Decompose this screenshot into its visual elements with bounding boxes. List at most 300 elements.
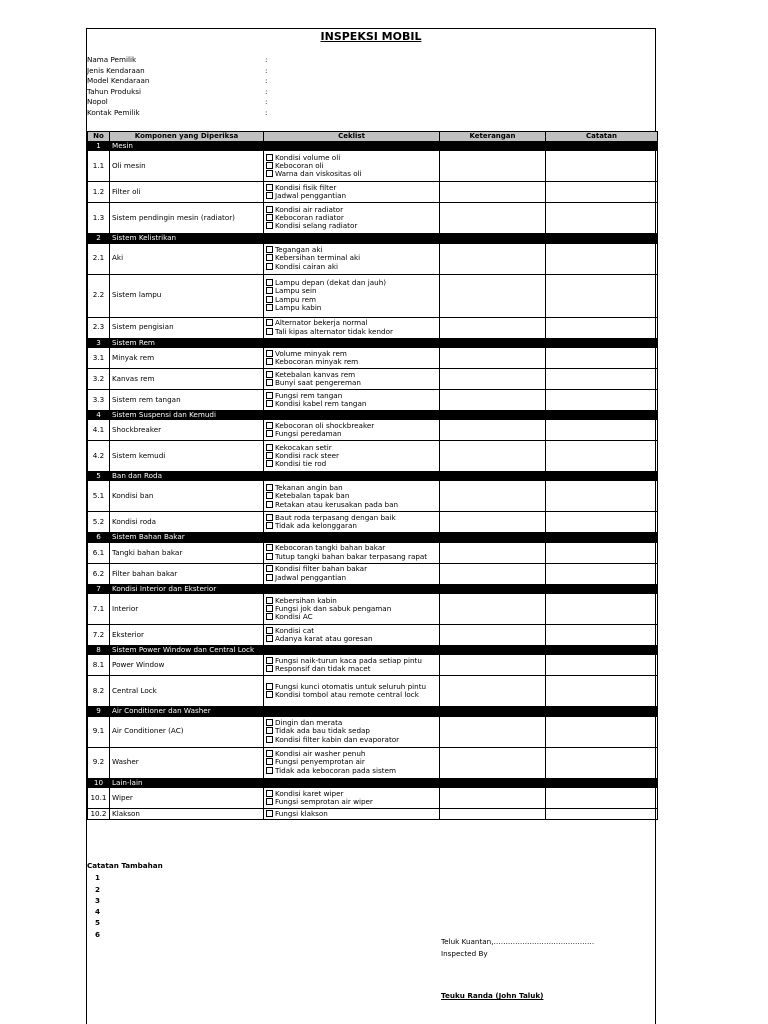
section-title: Air Conditioner dan Washer [110,707,658,716]
checklist-label: Tidak ada bau tidak sedap [275,726,370,736]
remarks-cell[interactable] [440,593,546,624]
section-number: 6 [88,533,110,542]
notes-cell[interactable] [546,542,658,563]
checklist-label: Kondisi AC [275,612,313,622]
checklist-item[interactable] [266,798,437,806]
checkbox-icon[interactable] [266,597,273,604]
remarks-cell[interactable] [440,542,546,563]
section-title: Mesin [110,142,658,151]
checkbox-icon[interactable] [266,790,273,797]
checklist-label: Tekanan angin ban [275,482,343,492]
checkbox-icon[interactable] [266,574,273,581]
document-title: INSPEKSI MOBIL [320,30,422,43]
remarks-cell[interactable] [440,420,546,441]
checklist-label: Tali kipas alternator tidak kendor [275,326,393,336]
checkbox-icon[interactable] [266,514,273,521]
remarks-cell[interactable] [440,203,546,234]
checklist-label: Fungsi peredaman [275,429,342,439]
checklist-label: Warna dan viskositas oli [275,169,362,179]
notes-cell[interactable] [546,716,658,747]
remarks-cell[interactable] [440,389,546,410]
item-checklist [264,182,440,203]
item-component: Sistem pendingin mesin (radiator) [110,203,264,234]
item-checklist [264,716,440,747]
checklist-label: Tidak ada kelonggaran [275,521,357,531]
table-row [88,716,658,747]
notes-cell[interactable] [546,389,658,410]
item-component: Aki [110,243,264,274]
item-component: Filter oli [110,182,264,203]
checklist-label: Lampu depan (dekat dan jauh) [275,278,387,287]
owner-field-row [87,77,655,88]
item-number: 3.1 [88,347,110,368]
checkbox-icon[interactable] [266,492,273,499]
checkbox-icon[interactable] [266,358,273,365]
checklist-item[interactable] [266,665,437,673]
notes-cell[interactable] [546,347,658,368]
checklist-label: Fungsi naik-turun kaca pada setiap pintu [275,655,422,665]
notes-cell[interactable] [546,151,658,182]
item-checklist [264,563,440,584]
checkbox-icon[interactable] [266,522,273,529]
checkbox-icon[interactable] [266,192,273,199]
checklist-item[interactable] [266,635,437,643]
owner-field-input[interactable]: : [265,107,268,117]
table-row [88,563,658,584]
section-row [88,234,658,243]
checklist-item[interactable] [266,501,437,509]
item-component: Air Conditioner (AC) [110,716,264,747]
item-number: 2.3 [88,317,110,338]
checkbox-icon[interactable] [266,627,273,634]
item-component: Wiper [110,787,264,808]
item-number: 8.1 [88,655,110,676]
note-line-number: 4 [95,907,101,917]
header-notes: Catatan [546,132,658,142]
checkbox-icon[interactable] [266,304,273,311]
checklist-label: Kondisi volume oli [275,152,341,162]
checkbox-icon[interactable] [266,287,273,294]
notes-cell[interactable] [546,808,658,819]
owner-field-input[interactable]: : [265,97,268,107]
notes-cell[interactable] [546,624,658,645]
checklist-label: Kondisi tie rod [275,459,327,469]
item-component: Klakson [110,808,264,819]
checklist-item[interactable] [266,430,437,438]
item-number: 3.2 [88,368,110,389]
item-checklist [264,389,440,410]
checkbox-icon[interactable] [266,501,273,508]
checkbox-icon[interactable] [266,371,273,378]
owner-field-input[interactable]: : [265,55,268,64]
table-row [88,542,658,563]
checklist-label: Kebersihan kabin [275,595,337,605]
inspection-sheet [86,28,656,1024]
item-number: 5.1 [88,481,110,512]
table-row [88,808,658,819]
checklist-label: Fungsi jok dan sabuk pengaman [275,603,392,613]
signature-block [441,938,594,962]
checkbox-icon[interactable] [266,296,273,303]
item-number: 1.2 [88,182,110,203]
checklist-label: Kondisi selang radiator [275,221,358,231]
checklist-label: Tidak ada kebocoran pada sistem [275,765,397,775]
notes-cell[interactable] [546,368,658,389]
section-row [88,584,658,593]
checkbox-icon[interactable] [266,214,273,221]
checklist-item[interactable] [266,170,437,178]
table-row [88,655,658,676]
checkbox-icon[interactable] [266,553,273,560]
notes-cell[interactable] [546,655,658,676]
checkbox-icon[interactable] [266,400,273,407]
item-number: 2.1 [88,243,110,274]
checkbox-icon[interactable] [266,379,273,386]
notes-cell[interactable] [546,420,658,441]
checkbox-icon[interactable] [266,683,273,690]
notes-cell[interactable] [546,182,658,203]
remarks-cell[interactable] [440,274,546,317]
owner-field-input[interactable]: : [265,65,268,75]
checklist-label: Volume minyak rem [275,348,347,358]
owner-field-input[interactable]: : [265,76,268,86]
notes-cell[interactable] [546,747,658,778]
remarks-cell[interactable] [440,243,546,274]
section-row [88,338,658,347]
item-checklist [264,512,440,533]
item-checklist [264,274,440,317]
checklist-label: Kebocoran radiator [275,213,344,223]
checklist-label: Kebocoran tangki bahan bakar [275,543,386,553]
item-checklist [264,624,440,645]
checklist-label: Jadwal penggantian [275,572,347,582]
item-component: Kondisi ban [110,481,264,512]
table-row [88,676,658,707]
table-row [88,624,658,645]
section-title: Lain-lain [110,778,658,787]
checklist-item[interactable] [266,328,437,336]
notes-cell[interactable] [546,512,658,533]
remarks-cell[interactable] [440,347,546,368]
section-row [88,142,658,151]
checkbox-icon[interactable] [266,422,273,429]
section-number: 1 [88,142,110,151]
checklist-item[interactable] [266,736,437,744]
checkbox-icon[interactable] [266,263,273,270]
remarks-cell[interactable] [440,512,546,533]
notes-cell[interactable] [546,676,658,707]
item-number: 1.3 [88,203,110,234]
table-row [88,512,658,533]
table-row [88,787,658,808]
item-number: 4.2 [88,441,110,472]
checkbox-icon[interactable] [266,206,273,213]
place-date: Teluk Kuantan,…………………………………… [441,937,595,946]
checkbox-icon[interactable] [266,328,273,335]
section-number: 2 [88,234,110,243]
checklist-label: Kondisi karet wiper [275,788,344,798]
checkbox-icon[interactable] [266,691,273,698]
owner-field-row [87,56,655,67]
item-checklist [264,420,440,441]
item-number: 10.2 [88,808,110,819]
section-number: 5 [88,472,110,481]
section-row [88,533,658,542]
notes-cell[interactable] [546,563,658,584]
checklist-label: Fungsi klakson [275,808,328,818]
checkbox-icon[interactable] [266,392,273,399]
remarks-cell[interactable] [440,317,546,338]
checkbox-icon[interactable] [266,767,273,774]
header-component: Komponen yang Diperiksa [110,132,264,142]
item-component: Oli mesin [110,151,264,182]
inspection-table-body [88,142,658,820]
checkbox-icon[interactable] [266,750,273,757]
checklist-item[interactable] [266,222,437,230]
item-checklist [264,203,440,234]
checklist-label: Fungsi penyemprotan air [275,757,365,767]
checkbox-icon[interactable] [266,319,273,326]
notes-cell[interactable] [546,481,658,512]
table-row [88,481,658,512]
item-checklist [264,347,440,368]
table-row [88,389,658,410]
item-checklist [264,441,440,472]
notes-cell[interactable] [546,317,658,338]
remarks-cell[interactable] [440,624,546,645]
item-component: Eksterior [110,624,264,645]
item-component: Sistem rem tangan [110,389,264,410]
checkbox-icon[interactable] [266,635,273,642]
checkbox-icon[interactable] [266,665,273,672]
checklist-label: Fungsi rem tangan [275,390,343,400]
notes-title: Catatan Tambahan [87,861,163,870]
item-number: 6.2 [88,563,110,584]
checklist-label: Kebersihan terminal aki [275,253,361,263]
checkbox-icon[interactable] [266,605,273,612]
checklist-label: Adanya karat atau goresan [275,633,373,643]
item-number: 7.2 [88,624,110,645]
notes-cell[interactable] [546,203,658,234]
section-title: Kondisi Interior dan Eksterior [110,584,658,593]
checklist-item[interactable] [266,613,437,621]
checkbox-icon[interactable] [266,544,273,551]
table-header-row [88,132,658,142]
table-row [88,182,658,203]
table-row [88,243,658,274]
owner-field-label: Kontak Pemilik [87,107,140,117]
checkbox-icon[interactable] [266,222,273,229]
checkbox-icon[interactable] [266,246,273,253]
notes-cell[interactable] [546,787,658,808]
owner-field-input[interactable]: : [265,86,268,96]
item-number: 9.2 [88,747,110,778]
remarks-cell[interactable] [440,563,546,584]
table-row [88,151,658,182]
notes-cell[interactable] [546,243,658,274]
item-checklist [264,808,440,819]
section-row [88,778,658,787]
inspected-by-label: Inspected By [441,949,488,958]
section-title: Sistem Kelistrikan [110,234,658,243]
checkbox-icon[interactable] [266,170,273,177]
remarks-cell[interactable] [440,368,546,389]
item-checklist [264,481,440,512]
item-component: Minyak rem [110,347,264,368]
item-number: 7.1 [88,593,110,624]
item-component: Filter bahan bakar [110,563,264,584]
checklist-item[interactable] [266,553,437,561]
table-row [88,347,658,368]
section-number: 8 [88,645,110,654]
remarks-cell[interactable] [440,655,546,676]
checkbox-icon[interactable] [266,484,273,491]
checklist-item[interactable] [266,522,437,530]
section-row [88,645,658,654]
checklist-label: Lampu rem [275,294,317,304]
checklist-label: Lampu sein [275,286,317,296]
table-row [88,368,658,389]
item-component: Washer [110,747,264,778]
checkbox-icon[interactable] [266,565,273,572]
section-number: 10 [88,778,110,787]
checkbox-icon[interactable] [266,727,273,734]
section-title: Sistem Power Window dan Central Lock [110,645,658,654]
checklist-item[interactable] [266,460,437,468]
checkbox-icon[interactable] [266,736,273,743]
note-line-number: 6 [95,929,101,939]
notes-cell[interactable] [546,441,658,472]
remarks-cell[interactable] [440,151,546,182]
checklist-item[interactable] [266,691,437,699]
checkbox-icon[interactable] [266,154,273,161]
item-checklist [264,151,440,182]
checkbox-icon[interactable] [266,162,273,169]
checklist-label: Kondisi rack steer [275,450,340,460]
owner-field-label: Jenis Kendaraan [87,65,145,75]
checklist-label: Ketebalan kanvas rem [275,369,356,379]
table-row [88,747,658,778]
remarks-cell[interactable] [440,441,546,472]
item-component: Central Lock [110,676,264,707]
checkbox-icon[interactable] [266,350,273,357]
checkbox-icon[interactable] [266,460,273,467]
header-no: No [88,132,110,142]
item-number: 5.2 [88,512,110,533]
remarks-cell[interactable] [440,747,546,778]
item-number: 10.1 [88,787,110,808]
remarks-cell[interactable] [440,716,546,747]
checkbox-icon[interactable] [266,184,273,191]
owner-field-row [87,67,655,78]
item-checklist [264,243,440,274]
checklist-label: Dingin dan merata [275,718,343,728]
table-row [88,274,658,317]
checklist-label: Kondisi kabel rem tangan [275,398,367,408]
checklist-item[interactable] [266,263,437,271]
checklist-label: Retakan atau kerusakan pada ban [275,499,399,509]
item-number: 3.3 [88,389,110,410]
checklist-label: Kekocakan setir [275,442,332,452]
checklist-label: Jadwal penggantian [275,191,347,201]
section-number: 7 [88,584,110,593]
item-checklist [264,317,440,338]
item-checklist [264,593,440,624]
checkbox-icon[interactable] [266,758,273,765]
item-component: Sistem lampu [110,274,264,317]
checkbox-icon[interactable] [266,452,273,459]
remarks-cell[interactable] [440,182,546,203]
item-component: Kanvas rem [110,368,264,389]
remarks-cell[interactable] [440,808,546,819]
header-remarks: Keterangan [440,132,546,142]
additional-notes [87,862,655,942]
section-title: Sistem Bahan Bakar [110,533,658,542]
notes-cell[interactable] [546,593,658,624]
section-number: 9 [88,707,110,716]
notes-cell[interactable] [546,274,658,317]
remarks-cell[interactable] [440,676,546,707]
item-checklist [264,655,440,676]
item-component: Kondisi roda [110,512,264,533]
checklist-label: Fungsi semprotan air wiper [275,796,373,806]
checkbox-icon[interactable] [266,719,273,726]
checklist-item[interactable] [266,379,437,387]
table-row [88,317,658,338]
checklist-label: Kebocoran oli [275,161,324,171]
checkbox-icon[interactable] [266,279,273,286]
checklist-item[interactable] [266,810,437,818]
section-number: 3 [88,338,110,347]
item-component: Sistem kemudi [110,441,264,472]
checklist-label: Kondisi cat [275,625,315,635]
inspector-name: Teuku Randa (John Taluk) [441,991,544,1000]
section-title: Sistem Rem [110,338,658,347]
checkbox-icon[interactable] [266,798,273,805]
checklist-item[interactable] [266,358,437,366]
checklist-item[interactable] [266,767,437,775]
owner-field-label: Nama Pemilik [87,55,137,64]
item-component: Tangki bahan bakar [110,542,264,563]
note-line-number: 2 [95,884,101,894]
checkbox-icon[interactable] [266,810,273,817]
remarks-cell[interactable] [440,481,546,512]
item-checklist [264,787,440,808]
inspection-table [87,131,658,820]
checkbox-icon[interactable] [266,613,273,620]
item-component: Sistem pengisian [110,317,264,338]
table-row [88,441,658,472]
table-row [88,203,658,234]
checkbox-icon[interactable] [266,444,273,451]
checklist-item[interactable] [266,192,437,200]
checkbox-icon[interactable] [266,657,273,664]
item-checklist [264,542,440,563]
checkbox-icon[interactable] [266,254,273,261]
checklist-label: Kebocoran minyak rem [275,356,359,366]
section-title: Ban dan Roda [110,472,658,481]
checklist-item[interactable] [266,400,437,408]
checklist-label: Baut roda terpasang dengan baik [275,513,396,523]
checklist-item[interactable] [266,304,437,312]
checklist-label: Kondisi air washer penuh [275,749,366,759]
item-component: Interior [110,593,264,624]
item-number: 6.1 [88,542,110,563]
checkbox-icon[interactable] [266,430,273,437]
item-number: 4.1 [88,420,110,441]
checklist-item[interactable] [266,574,437,582]
remarks-cell[interactable] [440,787,546,808]
